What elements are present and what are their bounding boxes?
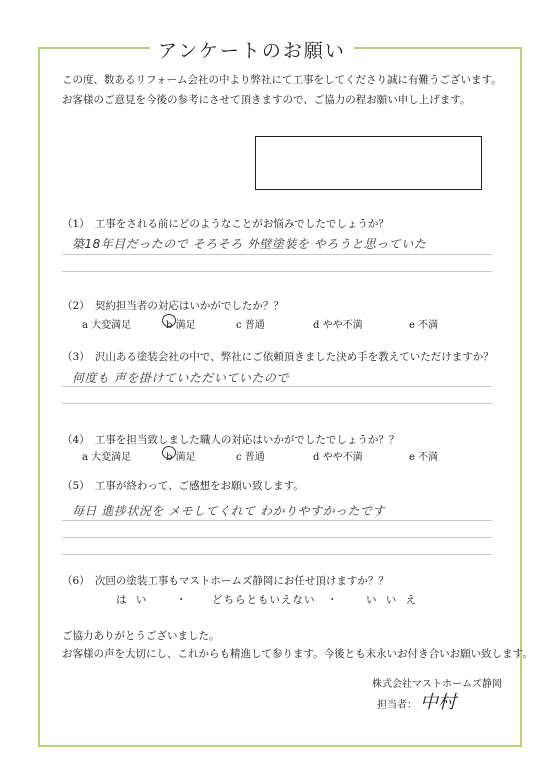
question-2-option-d: d やや不満 [313, 320, 363, 331]
answer-line [62, 537, 492, 538]
question-2-label: （2） 契約担当者の対応はいかがでしたか？？ [62, 300, 284, 312]
question-5-label: （5） 工事が終わって、ご感想をお願い致します。 [62, 480, 304, 492]
closing-line-1: ご協力ありがとうございました。 [62, 630, 220, 642]
choice-no: い い え [366, 594, 420, 606]
choice-separator: ・ [176, 594, 190, 606]
question-3-answer: 何度も 声を掛けていただいていたので [72, 371, 289, 385]
staff-label: 担当者： [377, 700, 417, 711]
staff-signature: 中村 [420, 692, 456, 713]
selected-circle-mark [162, 314, 176, 327]
question-2-option-a: a 大変満足 [82, 320, 132, 331]
question-4-option-b: b 満足 [166, 452, 196, 463]
answer-line [62, 403, 492, 404]
company-name: 株式会社マストホームズ静岡 [372, 679, 502, 690]
question-4-label: （4） 工事を担当致しました職人の対応はいかがでしたでしょうか？？ [62, 434, 400, 446]
page-title: アンケートのお願い [150, 36, 354, 63]
answer-line [62, 554, 492, 555]
question-1-label: （1） 工事をされる前にどのようなことがお悩みでしたでしょうか？ [62, 218, 389, 230]
answer-line [62, 520, 492, 521]
question-1-answer: 築18年目だったので そろそろ 外壁塗装を やろうと思っていた [72, 237, 427, 251]
question-2-option-e: e 不満 [409, 320, 439, 331]
question-2-option-b: b 満足 [166, 320, 196, 331]
choice-separator: ・ [327, 594, 341, 606]
question-5-answer: 毎日 進捗状況を メモしてくれて わかりやすかったです [72, 504, 385, 518]
question-4-option-c: c 普通 [236, 452, 265, 463]
question-4-option-a: a 大変満足 [82, 452, 132, 463]
answer-line [62, 271, 492, 272]
question-4-option-e: e 不満 [409, 452, 439, 463]
customer-name-box [255, 136, 482, 190]
intro-line-1: この度、数あるリフォーム会社の中より弊社にて工事をしてくださり誠に有難うございます。 [62, 74, 502, 86]
answer-line [62, 254, 492, 255]
intro-line-2: お客様のご意見を今後の参考にさせて頂きますので、ご協力の程お願い申し上げます。 [62, 94, 471, 106]
question-2-option-c: c 普通 [236, 320, 265, 331]
question-4-option-d: d やや不満 [313, 452, 363, 463]
choice-neutral: どちらともいえない [212, 594, 316, 606]
choice-yes: は い [116, 594, 150, 606]
question-3-label: （3） 沢山ある塗装会社の中で、弊社にご依頼頂きました決め手を教えていただけますか？ [62, 351, 494, 363]
answer-line [62, 386, 492, 387]
selected-circle-mark [162, 446, 176, 459]
question-6-label: （6） 次回の塗装工事もマストホームズ静岡にお任せ頂けますか？？ [62, 575, 389, 587]
closing-line-2: お客様の声を大切にし、これからも精進して参ります。今後とも末永いお付き合いお願い致します。 [62, 648, 533, 660]
